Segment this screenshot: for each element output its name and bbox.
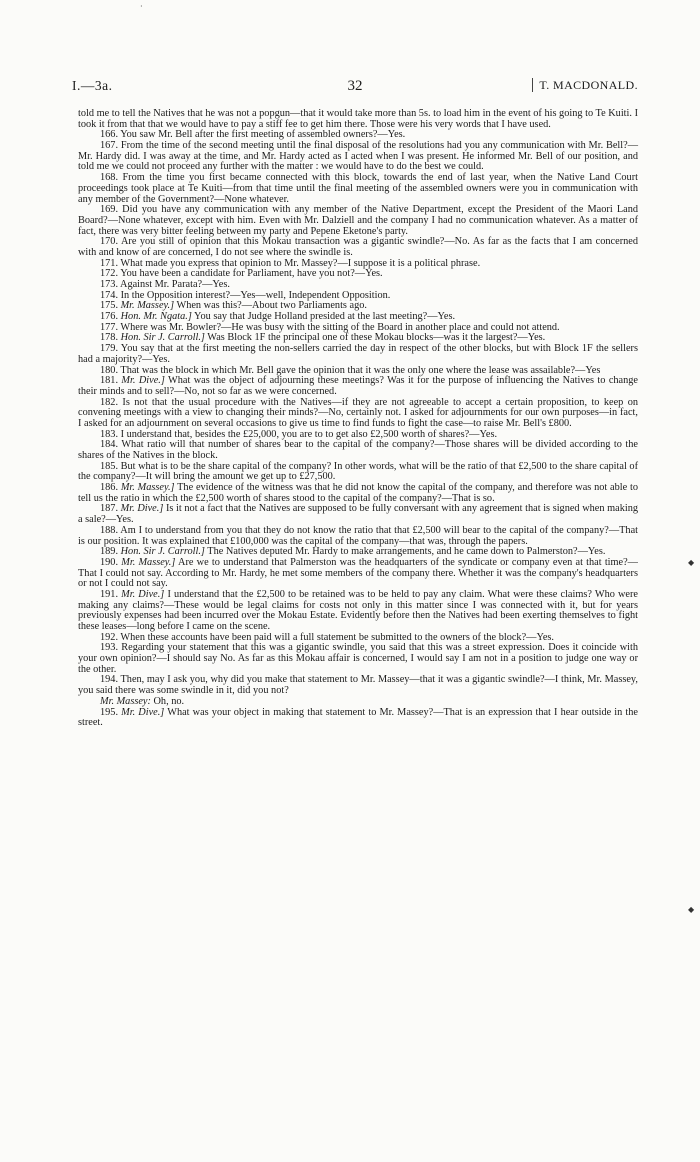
question-190: 190. Mr. Massey.] Are we to understand that Palmerston was the headquarters of the syndicate or company even at that time?—That I could not say. According to Mr. Hardy, he met some members of the company there. Whether it was the company's headquarters or not I could not say.: [78, 556, 638, 590]
question-173: 173. Against Mr. Parata?—Yes.: [100, 279, 230, 290]
question-176: 176. Hon. Mr. Ngata.] You say that Judge Holland presided at the last meeting?—Yes.: [100, 311, 456, 323]
speaker: Mr. Dive.]: [121, 588, 165, 600]
speaker: Hon. Mr. Ngata.]: [120, 311, 192, 323]
question-171: 171. What made you express that opinion to Mr. Massey?—I suppose it is a political phrase.: [100, 257, 481, 269]
question-187: 187. Mr. Dive.] Is it not a fact that the Natives are supposed to be fully conversant with any agreement that is signed when making a sale?—Yes.: [78, 503, 639, 526]
speaker: Mr. Dive.]: [121, 375, 165, 387]
interjection: Mr. Massey: Oh, no.: [100, 695, 185, 707]
question-172: 172. You have been a candidate for Parliament, have you not?—Yes.: [100, 268, 383, 280]
question-178: 178. Hon. Sir J. Carroll.] Was Block 1F the principal one of these Mokau blocks—was it the largest?—Yes.: [100, 332, 546, 344]
scan-speck: ·: [140, 2, 143, 11]
question-168: 168. From the time you first became connected with this block, towards the end of last year, when the Native Land Court proceedings took place at Te Kuiti—from that time until the final meeting of the assembled owners were you in communication with any member of the Government?—None whatever.: [78, 172, 638, 205]
witness-name: T. MACDONALD.: [532, 78, 638, 92]
speaker: Mr. Dive.]: [120, 503, 164, 515]
question-186: 186. Mr. Massey.] The evidence of the witness was that he did not know the capital of the company, and therefore was not able to tell us the ratio in which the £2,500 worth of shares stood to the capital of the company?—That is so.: [78, 482, 638, 504]
question-180: 180. That was the block in which Mr. Bell gave the opinion that it was the only one where the lease was assailable?—Yes: [100, 364, 601, 376]
page-number: 32: [347, 78, 363, 94]
evidence-text: [78, 109, 638, 729]
speaker: Hon. Sir J. Carroll.]: [120, 546, 205, 558]
paragraph: told me to tell the Natives that he was not a popgun—that it would take more than 5s. to load him in the event of his going to Te Kuiti. I took it from that that we would have to pay a stiff fee to get him there. Those were his very words that I have used.: [78, 108, 638, 130]
page-header: [72, 78, 638, 96]
question-185: 185. But what is to be the share capital of the company? In other words, what will be the ratio of that £2,500 to the share capital of the company?—It will bring the amount we get up to £27,500.: [78, 460, 638, 483]
question-184: 184. What ratio will that number of shares bear to the capital of the company?—Those shares will be divided according to the shares of the Natives in the block.: [78, 439, 638, 461]
question-182: 182. Is not that the usual procedure with the Natives—if they are not agreeable to accept a certain proposition, to keep on convening meetings with a view to changing their minds?—No, certainly not. I asked for adjournments for our own purposes—in fact, I asked for an adjournment on several occasions to give us time to find funds to fight the case—to raise Mr. Bell's £800.: [78, 396, 638, 429]
question-166: 166. You saw Mr. Bell after the first meeting of assembled owners?—Yes.: [100, 129, 406, 141]
question-192: 192. When these accounts have been paid will a full statement be submitted to the owners of the block?—Yes.: [100, 631, 555, 643]
question-183: 183. I understand that, besides the £25,000, you are to to get also £2,500 worth of shares?—Yes.: [100, 428, 498, 440]
question-169: 169. Did you have any communication with any member of the Native Department, except the President of the Maori Land Board?—None whatever, except with him. Even with Mr. Dalziell and the company I had no communication whatever. As a matter of fact, there was very bitter feeling between my party and Pepene Eketone's party.: [78, 204, 638, 237]
question-179: 179. You say that at the first meeting the non-sellers carried the day in respect of the other blocks, but with Block 1F the sellers had a majority?—Yes.: [78, 343, 638, 365]
question-193: 193. Regarding your statement that this was a gigantic swindle, you said that this was a street expression. Does it coincide with your own opinion?—I should say No. As far as this Mokau affair is concerned, I would say I am not in a position to judge one way or the other.: [78, 642, 638, 675]
question-188: 188. Am I to understand from you that they do not know the ratio that that £2,500 will bear to the capital of the company?—That is our position. It was explained that £100,000 was the capital of the company—that was, through the papers.: [78, 524, 638, 547]
speaker: Mr. Massey.]: [120, 482, 175, 494]
speaker: Mr. Massey:: [100, 695, 151, 707]
question-175: 175. Mr. Massey.] When was this?—About two Parliaments ago.: [100, 300, 367, 312]
question-195: 195. Mr. Dive.] What was your object in making that statement to Mr. Massey?—That is an expression that I hear outside in the street.: [78, 706, 638, 729]
speaker: Mr. Massey.]: [120, 300, 175, 312]
scan-speck: ◆: [688, 905, 695, 914]
question-167: 167. From the time of the second meeting until the final disposal of the resolutions had you any communication with Mr. Bell?—Mr. Hardy did. I was away at the time, and Mr. Hardy acted as I acted when I was present. He informed Mr. Bell of our position, and told me we could not proceed any further with the matter : we would have to do the best we could.: [78, 140, 638, 173]
question-194: 194. Then, may I ask you, why did you make that statement to Mr. Massey—that it was a gigantic swindle?—I think, Mr. Massey, you said there was some swindle in it, did you not?: [78, 674, 638, 697]
question-170: 170. Are you still of opinion that this Mokau transaction was a gigantic swindle?—No. As far as the facts that I am concerned with and know of are concerned, I do not see where the swindle is.: [78, 236, 638, 258]
scan-speck: ◆: [688, 558, 695, 567]
speaker: Hon. Sir J. Carroll.]: [120, 332, 205, 344]
question-174: 174. In the Opposition interest?—Yes—well, Independent Opposition.: [100, 289, 391, 301]
question-189: 189. Hon. Sir J. Carroll.] The Natives deputed Mr. Hardy to make arrangements, and he came down to Palmerston?—Yes.: [100, 546, 606, 558]
question-191: 191. Mr. Dive.] I understand that the £2,500 to be retained was to be held to pay any claim. What were these claims? Who were making any claims?—These would be legal claims for costs not only in this matter since I was connected with it, but for years previously expenses had been incurred over the Mokau Estate. Evidently before then the Natives had been exerting themselves to fight these leases—long before I came on the scene.: [78, 588, 638, 632]
question-181: 181. Mr. Dive.] What was the object of adjourning these meetings? Was it for the purpose of influencing the Natives to change their minds and to sell?—No, not so far as we were concerned.: [78, 375, 638, 397]
speaker: Mr. Massey.]: [121, 556, 176, 568]
speaker: Mr. Dive.]: [121, 706, 165, 718]
question-177: 177. Where was Mr. Bowler?—He was busy with the sitting of the Board in another place and could not attend.: [100, 321, 560, 333]
paper-reference: I.—3a.: [72, 78, 113, 93]
